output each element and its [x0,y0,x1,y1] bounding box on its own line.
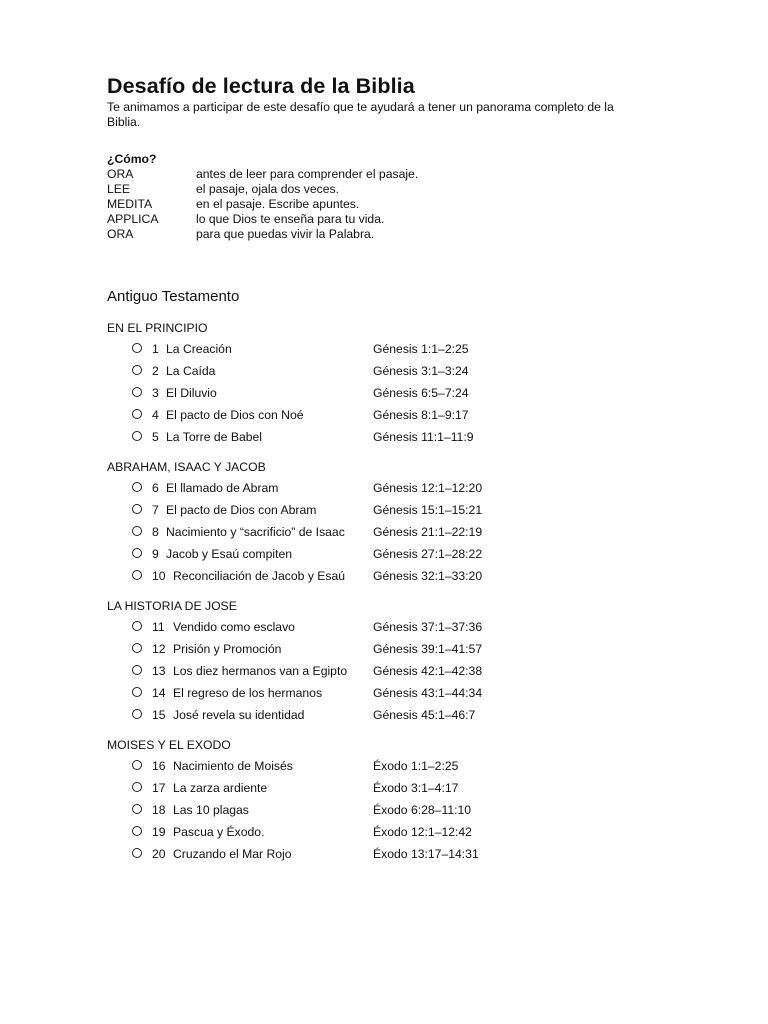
reading-number: 16 [152,759,166,773]
reading-checkbox-circle-icon[interactable] [132,760,142,770]
how-step-text: para que puedas vivir la Palabra. [196,227,375,241]
reading-item [107,682,667,704]
reading-number: 18 [152,803,166,817]
how-step-text: en el pasaje. Escribe apuntes. [196,197,360,211]
group-title: ABRAHAM, ISAAC Y JACOB [107,460,266,474]
how-step-word: APPLICA [107,212,159,226]
reading-item [107,338,667,360]
reading-number: 11 [152,620,165,634]
reading-reference: Génesis 43:1–44:34 [373,686,483,700]
group-title: LA HISTORIA DE JOSE [107,599,237,613]
how-heading: ¿Cómo? [107,152,157,166]
how-step-word: ORA [107,227,134,241]
reading-checkbox-circle-icon[interactable] [132,504,142,514]
reading-item [107,360,667,382]
reading-checkbox-circle-icon[interactable] [132,387,142,397]
reading-item [107,777,667,799]
reading-item [107,821,667,843]
reading-title: La Torre de Babel [166,430,262,444]
reading-number: 5 [152,430,159,444]
reading-checkbox-circle-icon[interactable] [132,709,142,719]
reading-group [107,460,667,587]
reading-title: Las 10 plagas [173,803,249,817]
reading-reference: Génesis 15:1–15:21 [373,503,483,517]
how-step [107,167,667,182]
reading-number: 10 [152,569,166,583]
reading-checkbox-circle-icon[interactable] [132,804,142,814]
document-page [107,72,667,865]
reading-number: 13 [152,664,166,678]
reading-reference: Génesis 37:1–37:36 [373,620,483,634]
reading-reference: Génesis 1:1–2:25 [373,342,469,356]
reading-checkbox-circle-icon[interactable] [132,848,142,858]
reading-checkbox-circle-icon[interactable] [132,482,142,492]
how-step-text: el pasaje, ojala dos veces. [196,182,339,196]
reading-title: Vendido como esclavo [173,620,295,634]
reading-item [107,799,667,821]
reading-item [107,755,667,777]
reading-title: La Creación [166,342,232,356]
reading-reference: Génesis 27:1–28:22 [373,547,483,561]
reading-reference: Génesis 45:1–46:7 [373,708,476,722]
reading-groups [107,321,667,865]
intro-paragraph: Te animamos a participar de este desafío que te ayudará a tener un panorama completo de la Biblia. [107,100,614,129]
reading-reference: Génesis 8:1–9:17 [373,408,469,422]
reading-list [107,477,667,587]
section-title: Antiguo Testamento [107,288,240,305]
reading-title: Reconciliación de Jacob y Esaú [173,569,346,583]
reading-reference: Génesis 11:1–11:9 [373,430,474,444]
reading-item [107,382,667,404]
reading-checkbox-circle-icon[interactable] [132,826,142,836]
reading-title: La Caída [166,364,216,378]
how-section [107,152,667,242]
reading-checkbox-circle-icon[interactable] [132,548,142,558]
reading-number: 2 [152,364,159,378]
reading-number: 15 [152,708,166,722]
reading-group [107,321,667,448]
reading-title: El pacto de Dios con Abram [166,503,317,517]
how-step-word: MEDITA [107,197,153,211]
reading-item [107,843,667,865]
reading-checkbox-circle-icon[interactable] [132,643,142,653]
reading-checkbox-circle-icon[interactable] [132,665,142,675]
reading-title: Jacob y Esaú compiten [166,547,293,561]
reading-number: 19 [152,825,166,839]
reading-reference: Éxodo 6:28–11:10 [373,803,472,817]
reading-item [107,704,667,726]
reading-item [107,543,667,565]
reading-number: 17 [152,781,166,795]
group-title: EN EL PRINCIPIO [107,321,208,335]
reading-checkbox-circle-icon[interactable] [132,687,142,697]
reading-reference: Éxodo 3:1–4:17 [373,781,459,795]
reading-title: La zarza ardiente [173,781,268,795]
how-step-text: lo que Dios te enseña para tu vida. [196,212,385,226]
reading-item [107,638,667,660]
reading-item [107,426,667,448]
reading-reference: Éxodo 13:17–14:31 [373,847,479,861]
reading-checkbox-circle-icon[interactable] [132,621,142,631]
reading-group [107,599,667,726]
reading-title: El pacto de Dios con Noé [166,408,304,422]
reading-number: 9 [152,547,159,561]
reading-item [107,565,667,587]
reading-item [107,477,667,499]
reading-reference: Génesis 32:1–33:20 [373,569,483,583]
reading-number: 3 [152,386,159,400]
reading-reference: Génesis 12:1–12:20 [373,481,483,495]
reading-item [107,404,667,426]
reading-title: Nacimiento de Moisés [173,759,293,773]
reading-title: Cruzando el Mar Rojo [173,847,292,861]
reading-reference: Génesis 6:5–7:24 [373,386,469,400]
reading-reference: Génesis 42:1–42:38 [373,664,483,678]
reading-reference: Éxodo 12:1–12:42 [373,825,472,839]
reading-checkbox-circle-icon[interactable] [132,409,142,419]
reading-list [107,755,667,865]
reading-number: 12 [152,642,166,656]
reading-list [107,338,667,448]
reading-reference: Éxodo 1:1–2:25 [373,759,459,773]
reading-checkbox-circle-icon[interactable] [132,431,142,441]
how-step-word: LEE [107,182,131,196]
reading-title: El regreso de los hermanos [173,686,323,700]
reading-title: Nacimiento y “sacrificio” de Isaac [166,525,345,539]
reading-checkbox-circle-icon[interactable] [132,365,142,375]
reading-item [107,499,667,521]
group-title: MOISES Y EL EXODO [107,738,231,752]
reading-list [107,616,667,726]
reading-item [107,660,667,682]
how-step [107,182,667,197]
reading-title: Prisión y Promoción [173,642,282,656]
how-step [107,197,667,212]
reading-number: 14 [152,686,166,700]
reading-number: 6 [152,481,159,495]
reading-checkbox-circle-icon[interactable] [132,570,142,580]
reading-reference: Génesis 3:1–3:24 [373,364,469,378]
reading-title: El Diluvio [166,386,217,400]
reading-reference: Génesis 21:1–22:19 [373,525,483,539]
reading-checkbox-circle-icon[interactable] [132,782,142,792]
reading-item [107,616,667,638]
reading-number: 8 [152,525,159,539]
reading-title: Pascua y Éxodo. [173,825,265,839]
reading-group [107,738,667,865]
reading-number: 4 [152,408,159,422]
reading-reference: Génesis 39:1–41:57 [373,642,483,656]
reading-number: 20 [152,847,166,861]
how-step [107,227,667,242]
how-step [107,212,667,227]
reading-checkbox-circle-icon[interactable] [132,343,142,353]
reading-title: El llamado de Abram [166,481,279,495]
how-step-text: antes de leer para comprender el pasaje. [196,167,419,181]
reading-number: 7 [152,503,159,517]
reading-item [107,521,667,543]
how-step-word: ORA [107,167,134,181]
reading-title: José revela su identidad [173,708,305,722]
reading-title: Los diez hermanos van a Egipto [173,664,348,678]
page-title: Desafío de lectura de la Biblia [107,74,415,98]
reading-number: 1 [152,342,159,356]
reading-checkbox-circle-icon[interactable] [132,526,142,536]
